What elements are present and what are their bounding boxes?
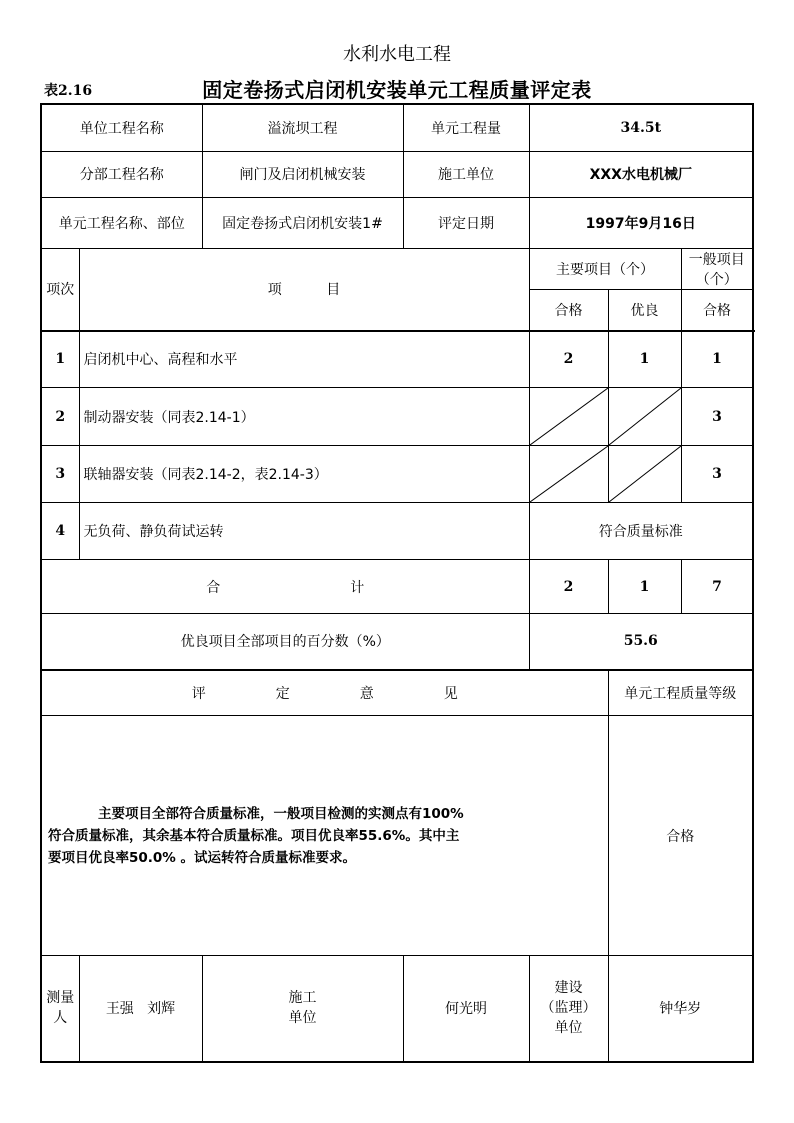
row-general-pass: 1 [681, 331, 753, 388]
row-number: 1 [41, 331, 79, 388]
opinion-label [41, 670, 608, 716]
opinion-line: 要项目优良率50.0% 。试运转符合质量标准要求。 [48, 849, 357, 866]
contractor-sign-label-line: 单位 [288, 1010, 317, 1027]
row-item-name: 制动器安装（同表2.14-1） [79, 388, 529, 446]
total-main-excellent: 1 [608, 560, 681, 614]
row-general-pass: 3 [681, 446, 753, 503]
row-number: 2 [41, 388, 79, 446]
grade-label: 单元工程质量等级 [608, 670, 753, 716]
col-item-header: 项 目 [79, 248, 529, 331]
opinion-char: 见 [443, 685, 458, 702]
contractor-person: 何光明 [403, 956, 529, 1062]
not-applicable-slash [608, 446, 681, 503]
percent-value: 55.6 [529, 614, 753, 670]
total-main-pass: 2 [529, 560, 608, 614]
element-value: 固定卷扬式启闭机安装1# [202, 197, 403, 248]
row-main-pass: 2 [529, 331, 608, 388]
element-label: 单元工程名称、部位 [41, 197, 202, 248]
table-row [41, 331, 753, 388]
quantity-value: 34.5t [529, 104, 753, 151]
row-number: 3 [41, 446, 79, 503]
opinion-char: 定 [275, 685, 290, 702]
table-row [41, 388, 753, 446]
not-applicable-slash [529, 388, 608, 446]
row-item-name: 无负荷、静负荷试运转 [79, 503, 529, 560]
row-item-name: 启闭机中心、高程和水平 [79, 331, 529, 388]
owner-sign-label-line: 建设 [554, 980, 583, 997]
opinion-char: 意 [359, 685, 374, 702]
row-number: 4 [41, 503, 79, 560]
percent-label: 优良项目全部项目的百分数（%） [41, 614, 529, 670]
document-heading: 水利水电工程 [343, 44, 451, 65]
col-general-pass-header: 合格 [681, 289, 753, 331]
total-general-pass: 7 [681, 560, 753, 614]
row-item-name: 联轴器安装（同表2.14-2，表2.14-3） [79, 446, 529, 503]
table-number: 表2.16 [44, 83, 93, 99]
opinion-line: 符合质量标准，其余基本符合质量标准。项目优良率55.6%。其中主 [48, 827, 460, 844]
col-general-header: 一般项目（个） [681, 248, 753, 289]
not-applicable-slash [608, 388, 681, 446]
form-title: 固定卷扬式启闭机安装单元工程质量评定表 [202, 78, 592, 102]
col-main-excellent-header: 优良 [608, 289, 681, 331]
unit-project-value: 溢流坝工程 [202, 104, 403, 151]
row-result: 符合质量标准 [529, 503, 753, 560]
row-main-excellent: 1 [608, 331, 681, 388]
contractor-label: 施工单位 [403, 151, 529, 197]
total-label-a: 合 [206, 579, 221, 596]
surveyor-label-line: 测量 [46, 990, 75, 1007]
total-label-b: 计 [350, 579, 365, 596]
col-main-header: 主要项目（个） [529, 248, 681, 289]
contractor-sign-label-line: 施工 [288, 990, 317, 1007]
division-label: 分部工程名称 [41, 151, 202, 197]
col-index-header: 项次 [41, 248, 79, 331]
unit-project-label: 单位工程名称 [41, 104, 202, 151]
surveyor-label-line: 人 [53, 1010, 68, 1027]
surveyor-label [41, 956, 79, 1062]
contractor-value: XXX水电机械厂 [529, 151, 753, 197]
quality-grade: 合格 [608, 716, 753, 956]
opinion-char: 评 [191, 685, 206, 702]
evaluation-table [40, 103, 754, 1063]
row-general-pass: 3 [681, 388, 753, 446]
table-row [41, 446, 753, 503]
division-value: 闸门及启闭机械安装 [202, 151, 403, 197]
total-label [41, 560, 529, 614]
table-row [41, 503, 753, 560]
contractor-sign-label [202, 956, 403, 1062]
not-applicable-slash [529, 446, 608, 503]
owner-sign-label-line: 单位 [554, 1020, 583, 1037]
col-main-pass-header: 合格 [529, 289, 608, 331]
owner-sign-label [529, 956, 608, 1062]
date-label: 评定日期 [403, 197, 529, 248]
date-value: 1997年9月16日 [529, 197, 753, 248]
owner-sign-label-line: （监理） [540, 1000, 597, 1017]
owner-person: 钟华岁 [608, 956, 753, 1062]
opinion-line: 主要项目全部符合质量标准，一般项目检测的实测点有100% [98, 805, 464, 822]
quantity-label: 单元工程量 [403, 104, 529, 151]
surveyor-names: 王强 刘辉 [79, 956, 202, 1062]
opinion-text [41, 716, 608, 956]
